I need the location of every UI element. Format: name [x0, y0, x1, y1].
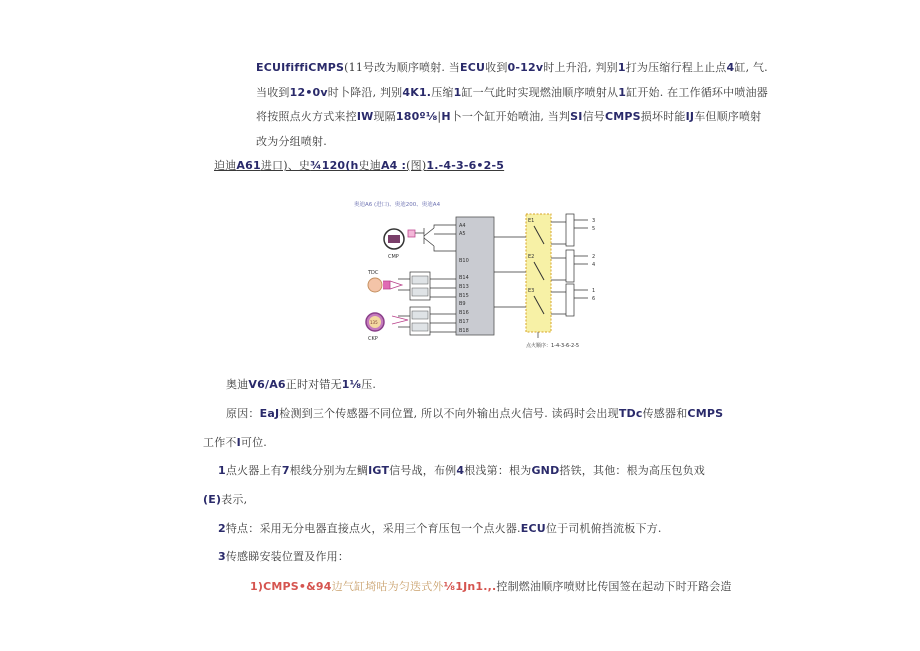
coil-icon — [566, 284, 574, 316]
reason-line1: 原因：EaJ检测到三个传感器不同位置, 所以不向外输出点火信号. 读码时会出现TDc传感器和CMPS — [226, 407, 724, 420]
diagram-header: 奥迪A6 (进口)、奥迪200、奥迪A4 — [354, 202, 441, 208]
ecu-pin: B18 — [459, 328, 469, 334]
coil-icon — [566, 250, 574, 282]
e-line: (E)表示, — [203, 493, 248, 506]
coil-label: E2 — [528, 254, 535, 260]
cylinder-label: 3 — [592, 218, 596, 224]
ckp-label: CKP — [368, 336, 378, 342]
audi-line: 奥迪V6/A6正时对错无1⅛压. — [226, 378, 377, 391]
item1-line: 1点火器上有7根线分别为左鲷IGT信号战，布例4根浅第：根为GND搭铁，其他：根为高压包负戏 — [218, 464, 706, 477]
para1-line1: ECUIfiffiCMPS(11号改为顺序喷射. 当ECU收到0-12v时上升沿, 判别1打为压缩行程上止点4缸, 气. — [256, 61, 768, 74]
para1-line4: 改为分组喷射. — [256, 135, 327, 148]
firing-order: 点火顺序：1-4-3-6-2-5 — [526, 343, 580, 349]
ecu-pin: A5 — [459, 231, 466, 237]
tdc-label: TDC — [368, 270, 379, 276]
ecu-pin: B17 — [459, 319, 469, 325]
cmp-label: CMP — [388, 254, 399, 260]
ecu-pin: A4 — [459, 223, 466, 229]
figure-caption: 迫迪A61进口)、史¾120(h史迪A4 :(图)1.-4-3-6•2-5 — [214, 159, 505, 172]
ecu-pin: B15 — [459, 293, 469, 299]
ecu-pin: B14 — [459, 275, 469, 281]
ignition-wiring-diagram — [350, 192, 625, 352]
para1-line2: 当收到12•0v时卜降沿, 判别4K1.压缩1缸一气此时实现燃油顺序喷射从1缸开始. 在工作循环中喷油器 — [256, 86, 768, 99]
ckp-value: 135 — [370, 320, 378, 325]
coil-label: E1 — [528, 218, 535, 224]
cylinder-label: 6 — [592, 296, 596, 302]
ecu-pin: B13 — [459, 284, 469, 290]
para1-line3: 将按照点火方式来控IW现隔180º⅛|H卜一个缸开始喷油, 当判SI信号CMPS损坏时能IJ车但顺序喷射 — [256, 110, 762, 123]
coil-icon — [566, 214, 574, 246]
reason-line2: 工作不I可位. — [203, 436, 268, 449]
tdc-sensor-icon — [368, 278, 382, 292]
ecu-pin: B10 — [459, 258, 469, 264]
last-line: 1)CMPS•&94边气缸埼咕为匀迭式外⅛1Jn1.,.控制燃油顺序喷财比传国签在起动下时开路会造 — [250, 580, 732, 593]
cylinder-label: 5 — [592, 226, 596, 232]
ecu-pin: B16 — [459, 310, 469, 316]
item2-line: 2特点：采用无分电器直接点火，采用三个育压包一个点火器.ECU位于司机俯挡流板下方. — [218, 522, 662, 535]
cylinder-label: 1 — [592, 288, 596, 294]
igniter-block — [526, 214, 551, 332]
ecu-pin: B9 — [459, 301, 466, 307]
cylinder-label: 4 — [592, 262, 596, 268]
cmp-connector — [408, 230, 415, 237]
coil-label: E3 — [528, 288, 535, 294]
cylinder-label: 2 — [592, 254, 596, 260]
item3-line: 3传感睇安装位置及作用： — [218, 550, 350, 563]
